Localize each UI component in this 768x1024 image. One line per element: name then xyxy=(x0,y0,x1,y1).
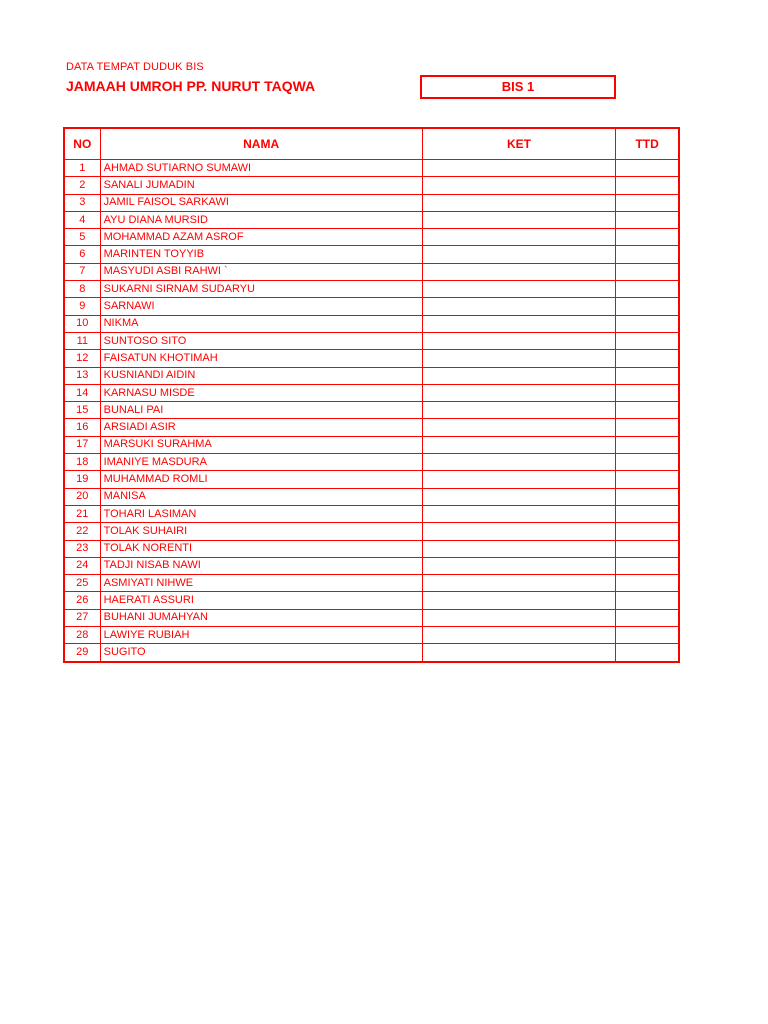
table-row xyxy=(64,177,679,194)
row-number: 13 xyxy=(64,367,100,384)
table-row xyxy=(64,540,679,557)
row-ttd xyxy=(616,419,679,436)
table-row xyxy=(64,350,679,367)
row-number: 26 xyxy=(64,592,100,609)
row-name: SARNAWI xyxy=(100,298,422,315)
row-number: 8 xyxy=(64,281,100,298)
row-ttd xyxy=(616,436,679,453)
row-ket xyxy=(422,471,616,488)
row-name: SUKARNI SIRNAM SUDARYU xyxy=(100,281,422,298)
table-row xyxy=(64,211,679,228)
row-ttd xyxy=(616,229,679,246)
row-number: 3 xyxy=(64,194,100,211)
table-row xyxy=(64,246,679,263)
row-number: 7 xyxy=(64,263,100,280)
row-number: 2 xyxy=(64,177,100,194)
row-ttd xyxy=(616,367,679,384)
row-ttd xyxy=(616,281,679,298)
row-ket xyxy=(422,523,616,540)
row-name: SUNTOSO SITO xyxy=(100,332,422,349)
table-row xyxy=(64,557,679,574)
table-row xyxy=(64,281,679,298)
row-number: 14 xyxy=(64,384,100,401)
row-ttd xyxy=(616,627,679,644)
column-header-nama: NAMA xyxy=(100,128,422,160)
row-number: 17 xyxy=(64,436,100,453)
table-row xyxy=(64,627,679,644)
row-ket xyxy=(422,505,616,522)
document-title: JAMAAH UMROH PP. NURUT TAQWA xyxy=(66,78,316,94)
document-subtitle: DATA TEMPAT DUDUK BIS xyxy=(66,61,204,73)
table-header-row xyxy=(64,128,679,160)
column-header-ttd: TTD xyxy=(616,128,679,160)
row-name: TADJI NISAB NAWI xyxy=(100,557,422,574)
row-ket xyxy=(422,332,616,349)
row-number: 23 xyxy=(64,540,100,557)
row-name: MASYUDI ASBI RAHWI ` xyxy=(100,263,422,280)
row-name: HAERATI ASSURI xyxy=(100,592,422,609)
row-number: 9 xyxy=(64,298,100,315)
row-ttd xyxy=(616,575,679,592)
row-number: 6 xyxy=(64,246,100,263)
row-name: ARSIADI ASIR xyxy=(100,419,422,436)
table-row xyxy=(64,505,679,522)
row-ket xyxy=(422,177,616,194)
row-ket xyxy=(422,263,616,280)
row-number: 21 xyxy=(64,505,100,522)
row-ttd xyxy=(616,609,679,626)
table-row xyxy=(64,609,679,626)
row-name: SANALI JUMADIN xyxy=(100,177,422,194)
row-ttd xyxy=(616,471,679,488)
row-number: 24 xyxy=(64,557,100,574)
row-ttd xyxy=(616,211,679,228)
row-number: 27 xyxy=(64,609,100,626)
row-ttd xyxy=(616,246,679,263)
row-ttd xyxy=(616,315,679,332)
row-ket xyxy=(422,160,616,177)
row-name: KARNASU MISDE xyxy=(100,384,422,401)
table-row xyxy=(64,160,679,177)
row-number: 11 xyxy=(64,332,100,349)
row-ttd xyxy=(616,557,679,574)
row-ket xyxy=(422,557,616,574)
row-ttd xyxy=(616,523,679,540)
row-name: MARSUKI SURAHMA xyxy=(100,436,422,453)
row-ket xyxy=(422,436,616,453)
row-ket xyxy=(422,540,616,557)
table-body xyxy=(64,160,679,662)
row-ket xyxy=(422,298,616,315)
row-ttd xyxy=(616,454,679,471)
row-ket xyxy=(422,211,616,228)
row-ket xyxy=(422,402,616,419)
row-number: 22 xyxy=(64,523,100,540)
row-ttd xyxy=(616,263,679,280)
row-ket xyxy=(422,350,616,367)
row-name: BUHANI JUMAHYAN xyxy=(100,609,422,626)
table-row xyxy=(64,575,679,592)
row-ket xyxy=(422,315,616,332)
row-ttd xyxy=(616,592,679,609)
table-row xyxy=(64,367,679,384)
row-name: TOHARI LASIMAN xyxy=(100,505,422,522)
row-ket xyxy=(422,246,616,263)
table-row xyxy=(64,298,679,315)
column-header-ket: KET xyxy=(422,128,616,160)
row-name: AHMAD SUTIARNO SUMAWI xyxy=(100,160,422,177)
row-name: LAWIYE RUBIAH xyxy=(100,627,422,644)
row-name: TOLAK SUHAIRI xyxy=(100,523,422,540)
row-number: 12 xyxy=(64,350,100,367)
row-number: 18 xyxy=(64,454,100,471)
row-ket xyxy=(422,627,616,644)
row-number: 29 xyxy=(64,644,100,662)
row-ket xyxy=(422,367,616,384)
row-number: 25 xyxy=(64,575,100,592)
row-ttd xyxy=(616,350,679,367)
row-ttd xyxy=(616,332,679,349)
row-number: 1 xyxy=(64,160,100,177)
row-ttd xyxy=(616,384,679,401)
table-row xyxy=(64,402,679,419)
row-ket xyxy=(422,194,616,211)
row-ket xyxy=(422,281,616,298)
row-name: MOHAMMAD AZAM ASROF xyxy=(100,229,422,246)
row-ket xyxy=(422,419,616,436)
table-row xyxy=(64,315,679,332)
table-row xyxy=(64,332,679,349)
row-number: 4 xyxy=(64,211,100,228)
row-ttd xyxy=(616,505,679,522)
row-name: KUSNIANDI AIDIN xyxy=(100,367,422,384)
row-ket xyxy=(422,454,616,471)
table-row xyxy=(64,419,679,436)
row-ttd xyxy=(616,644,679,662)
seat-table xyxy=(63,127,680,663)
row-name: JAMIL FAISOL SARKAWI xyxy=(100,194,422,211)
row-ket xyxy=(422,488,616,505)
row-ket xyxy=(422,229,616,246)
row-number: 28 xyxy=(64,627,100,644)
row-name: MARINTEN TOYYIB xyxy=(100,246,422,263)
table-row xyxy=(64,592,679,609)
row-number: 20 xyxy=(64,488,100,505)
row-number: 5 xyxy=(64,229,100,246)
row-ttd xyxy=(616,402,679,419)
row-name: FAISATUN KHOTIMAH xyxy=(100,350,422,367)
row-name: IMANIYE MASDURA xyxy=(100,454,422,471)
bus-label-box: BIS 1 xyxy=(420,75,616,99)
row-ket xyxy=(422,592,616,609)
table-row xyxy=(64,229,679,246)
table-row xyxy=(64,644,679,662)
table-row xyxy=(64,454,679,471)
row-ttd xyxy=(616,177,679,194)
row-name: MUHAMMAD ROMLI xyxy=(100,471,422,488)
table-row xyxy=(64,488,679,505)
table-row xyxy=(64,384,679,401)
row-name: TOLAK NORENTI xyxy=(100,540,422,557)
table-row xyxy=(64,194,679,211)
row-name: MANISA xyxy=(100,488,422,505)
row-number: 16 xyxy=(64,419,100,436)
row-number: 10 xyxy=(64,315,100,332)
row-name: NIKMA xyxy=(100,315,422,332)
row-ket xyxy=(422,575,616,592)
row-ket xyxy=(422,384,616,401)
row-name: SUGITO xyxy=(100,644,422,662)
row-ttd xyxy=(616,160,679,177)
row-ket xyxy=(422,609,616,626)
row-name: ASMIYATI NIHWE xyxy=(100,575,422,592)
row-ttd xyxy=(616,540,679,557)
table-row xyxy=(64,471,679,488)
table-row xyxy=(64,263,679,280)
row-number: 19 xyxy=(64,471,100,488)
row-name: AYU DIANA MURSID xyxy=(100,211,422,228)
row-number: 15 xyxy=(64,402,100,419)
table-row xyxy=(64,436,679,453)
row-name: BUNALI PAI xyxy=(100,402,422,419)
row-ttd xyxy=(616,488,679,505)
row-ttd xyxy=(616,194,679,211)
row-ket xyxy=(422,644,616,662)
row-ttd xyxy=(616,298,679,315)
column-header-no: NO xyxy=(64,128,100,160)
table-row xyxy=(64,523,679,540)
